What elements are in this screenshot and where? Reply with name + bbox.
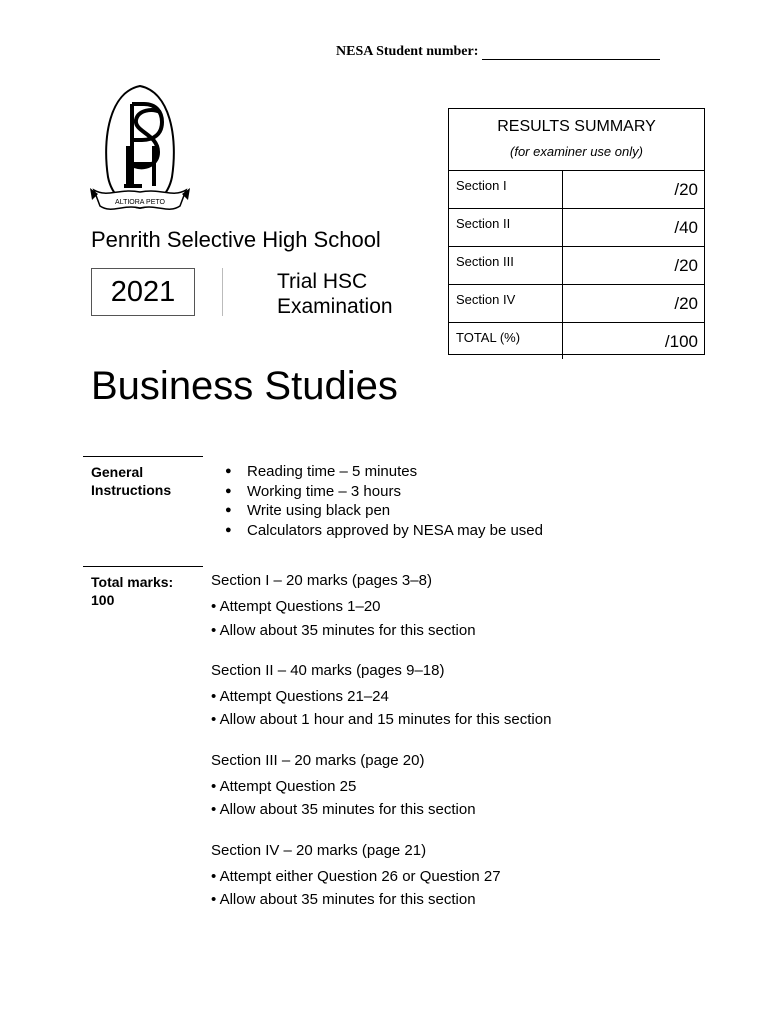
results-row-label: Section I — [449, 171, 563, 208]
results-row-mark: /20 — [674, 180, 698, 199]
section-item: • Allow about 1 hour and 15 minutes for this section — [211, 711, 552, 728]
results-row-label: TOTAL (%) — [449, 323, 563, 359]
exam-title-line2: Examination — [277, 295, 393, 318]
exam-title — [277, 269, 393, 319]
title-divider — [222, 268, 223, 316]
section-heading: Section I – 20 marks (pages 3–8) — [211, 572, 432, 589]
results-row-label: Section II — [449, 209, 563, 246]
subject-title: Business Studies — [91, 364, 398, 408]
results-summary-header — [449, 109, 704, 171]
results-row-label: Section IV — [449, 285, 563, 322]
results-row-label: Section III — [449, 247, 563, 284]
section-item: • Allow about 35 minutes for this section — [211, 622, 476, 639]
instruction-item: ● Write using black pen — [225, 501, 543, 521]
student-number-field — [336, 44, 660, 60]
section-item: • Attempt either Question 26 or Question 27 — [211, 868, 501, 885]
results-row-mark: /100 — [664, 332, 698, 351]
results-row-total — [449, 323, 704, 359]
results-summary-title: RESULTS SUMMARY — [497, 118, 656, 135]
student-number-label: NESA Student number: — [336, 44, 479, 59]
school-motto: ALTIORA PETO — [115, 199, 165, 206]
exam-title-line1: Trial HSC — [277, 270, 368, 293]
section-item: • Attempt Questions 21–24 — [211, 688, 389, 705]
general-instructions-label-line2: Instructions — [91, 482, 172, 498]
section-heading: Section II – 40 marks (pages 9–18) — [211, 662, 445, 679]
section-rule — [83, 566, 203, 567]
results-row-mark: /20 — [674, 256, 698, 275]
results-row — [449, 247, 704, 285]
student-number-line — [482, 45, 660, 60]
general-instructions-label-line1: General — [91, 464, 144, 480]
results-summary-table — [448, 108, 705, 355]
total-marks-value: 100 — [91, 592, 115, 608]
total-marks-label-line1: Total marks: — [91, 574, 174, 590]
exam-year: 2021 — [110, 275, 176, 308]
results-row — [449, 285, 704, 323]
section-item: • Allow about 35 minutes for this section — [211, 801, 476, 818]
general-instructions-label — [91, 463, 171, 499]
total-marks-label — [91, 573, 173, 609]
instruction-item: ● Calculators approved by NESA may be used — [225, 521, 543, 541]
section-heading: Section III – 20 marks (page 20) — [211, 752, 425, 769]
school-name: Penrith Selective High School — [91, 227, 381, 252]
section-heading: Section IV – 20 marks (page 21) — [211, 842, 427, 859]
instruction-item: ● Working time – 3 hours — [225, 482, 543, 502]
results-summary-subtitle: (for examiner use only) — [510, 144, 643, 159]
general-instructions-list — [225, 462, 543, 540]
results-row-mark: /20 — [674, 294, 698, 313]
section-item: • Attempt Question 25 — [211, 778, 357, 795]
section-item: • Attempt Questions 1–20 — [211, 598, 381, 615]
results-row-mark: /40 — [674, 218, 698, 237]
exam-year-box — [91, 268, 195, 316]
section-item: • Allow about 35 minutes for this section — [211, 891, 476, 908]
results-row — [449, 171, 704, 209]
results-row — [449, 209, 704, 247]
section-rule — [83, 456, 203, 457]
school-crest-logo — [88, 82, 192, 222]
instruction-item: ● Reading time – 5 minutes — [225, 462, 543, 482]
